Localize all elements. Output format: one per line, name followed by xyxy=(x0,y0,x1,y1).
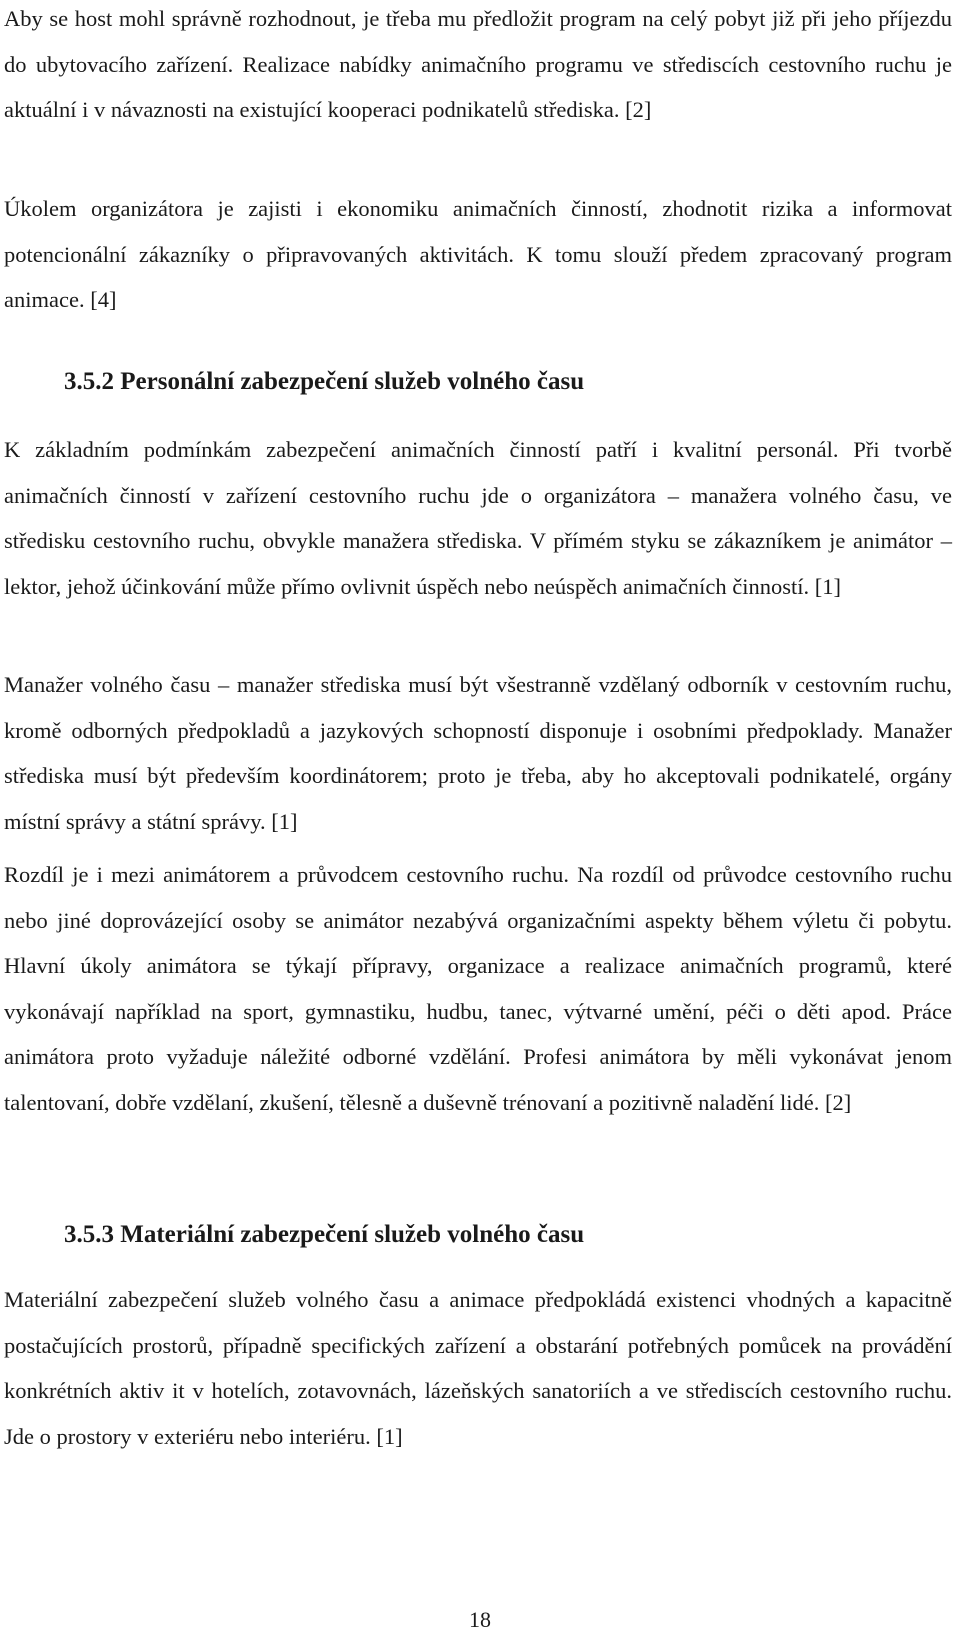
page-number: 18 xyxy=(469,1607,491,1632)
paragraph-animator-vs-guide: Rozdíl je i mezi animátorem a průvodcem cestovního ruchu. Na rozdíl od průvodce cestovního ruchu nebo jiné doprovázející osoby se animátor nezabývá organizačními aspekty během výletu či pobytu. Hlavní úkoly animátora se týkají přípravy, organizace a realizace animačních programů, které vykonávají například na sport, gymnastiku, hudbu, tanec, výtvarné umění, péči o děti apod. Práce animátora proto vyžaduje náležité odborné vzdělání. Profesi animátora by měli vykonávat jenom talentovaní, dobře vzdělaní, zkušení, tělesně a duševně trénovaní a pozitivně naladění lidé. [2] xyxy=(4,862,952,1115)
paragraph-personnel: K základním podmínkám zabezpečení animačních činností patří i kvalitní personál. Při tvorbě animačních činností v zařízení cestovního ruchu jde o organizátora – manažera volného času, ve středisku cestovního ruchu, obvykle manažera střediska. V přímém styku se zákazníkem je animátor – lektor, jehož účinkování může přímo ovlivnit úspěch nebo neúspěch animačních činností. [1] xyxy=(4,437,952,599)
section-heading-personal: 3.5.2 Personální zabezpečení služeb volného času xyxy=(64,368,585,395)
paragraph-organizer-tasks: Úkolem organizátora je zajisti i ekonomiku animačních činností, zhodnotit rizika a informovat potencionální zákazníky o připravovaných aktivitách. K tomu slouží předem zpracovaný program animace. [4] xyxy=(4,196,952,313)
section-heading-material: 3.5.3 Materiální zabezpečení služeb volného času xyxy=(64,1221,585,1248)
paragraph-host-program: Aby se host mohl správně rozhodnout, je třeba mu předložit program na celý pobyt již při jeho příjezdu do ubytovacího zařízení. Realizace nabídky animačního programu ve střediscích cestovního ruchu je aktuální i v návaznosti na existující kooperaci podnikatelů střediska. [2] xyxy=(4,6,952,123)
paragraph-leisure-manager: Manažer volného času – manažer střediska musí být všestranně vzdělaný odborník v cestovním ruchu, kromě odborných předpokladů a jazykových schopností disponuje i osobními předpoklady. Manažer střediska musí být především koordinátorem; proto je třeba, aby ho akceptovali podnikatelé, orgány místní správy a státní správy. [1] xyxy=(4,672,952,834)
paragraph-material-provision: Materiální zabezpečení služeb volného času a animace předpokládá existenci vhodných a kapacitně postačujících prostorů, případně specifických zařízení a obstarání potřebných pomůcek na provádění konkrétních aktiv it v hotelích, zotavovnách, lázeňských sanatoriích a ve střediscích cestovního ruchu. Jde o prostory v exteriéru nebo interiéru. [1] xyxy=(4,1287,952,1449)
